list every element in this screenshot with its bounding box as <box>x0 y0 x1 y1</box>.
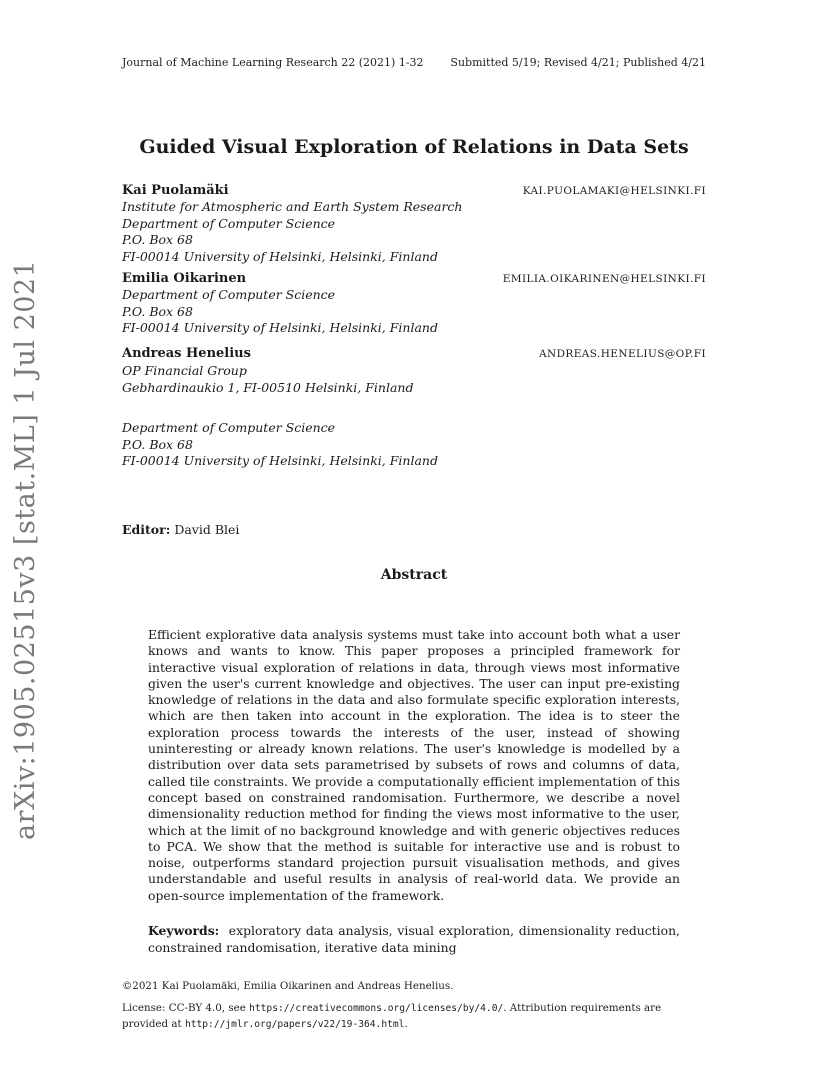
author-email: EMILIA.OIKARINEN@HELSINKI.FI <box>502 273 706 285</box>
keywords-label: Keywords: <box>148 923 220 938</box>
copyright-line: ©2021 Kai Puolamäki, Emilia Oikarinen and Andreas Henelius. <box>122 980 454 992</box>
author-affiliation: OP Financial Group Gebhardinaukio 1, FI-00510 Helsinki, Finland <box>122 363 414 395</box>
license-line: License: CC-BY 4.0, see https://creativecommons.org/licenses/by/4.0/. Attribution requirements are provided at http://jmlr.org/papers/v22/19-364.html. <box>122 1002 662 1030</box>
editor-line <box>122 522 239 537</box>
author-name: Andreas Henelius <box>122 346 251 361</box>
author-email: ANDREAS.HENELIUS@OP.FI <box>539 348 706 360</box>
editor-name: David Blei <box>174 522 240 537</box>
author-affiliation: Department of Computer Science P.O. Box 68 FI-00014 University of Helsinki, Helsinki, Finland <box>122 287 438 335</box>
arxiv-stamp: arXiv:1905.02515v3 [stat.ML] 1 Jul 2021 <box>10 259 41 840</box>
author-affiliation: Institute for Atmospheric and Earth System Research Department of Computer Science P.O. Box 68 FI-00014 University of Helsinki, Helsinki, Finland <box>122 199 463 264</box>
abstract-heading: Abstract <box>380 567 448 583</box>
editor-label: Editor: <box>122 522 171 537</box>
author-affiliation-secondary: Department of Computer Science P.O. Box 68 FI-00014 University of Helsinki, Helsinki, Finland <box>122 420 438 468</box>
submission-dates: Submitted 5/19; Revised 4/21; Published 4/21 <box>450 56 706 69</box>
author-email: KAI.PUOLAMAKI@HELSINKI.FI <box>522 185 706 197</box>
paper-link[interactable]: http://jmlr.org/papers/v22/19-364.html <box>184 1018 405 1030</box>
keywords <box>148 922 680 956</box>
license-link[interactable]: https://creativecommons.org/licenses/by/4.0/ <box>249 1003 504 1014</box>
journal-header: Journal of Machine Learning Research 22 (2021) 1-32 <box>122 56 424 69</box>
paper-title: Guided Visual Exploration of Relations in Data Sets <box>139 136 689 158</box>
author-name: Kai Puolamäki <box>122 183 229 198</box>
keywords-text: exploratory data analysis, visual exploration, dimensionality reduction, constrained randomisation, iterative data mining <box>148 923 680 955</box>
author-name: Emilia Oikarinen <box>122 271 247 286</box>
abstract-text: Efficient explorative data analysis systems must take into account both what a user knows and wants to know. This paper proposes a principled framework for interactive visual exploration of relations in data, through views most informative given the user's current knowledge and objectives. The user can input pre-existing knowledge of relations in the data and also formulate specific exploration interests, which are then taken into account in the exploration. The idea is to steer the exploration process towards the interests of the user, instead of showing uninteresting or already known relations. The user's knowledge is modelled by a distribution over data sets parametrised by subsets of rows and columns of data, called tile constraints. We provide a computationally efficient implementation of this concept based on constrained randomisation. Furthermore, we describe a novel dimensionality reduction method for finding the views most informative to the user, which at the limit of no background knowledge and with generic objectives reduces to PCA. We show that the method is suitable for interactive use and is robust to noise, outperforms standard projection pursuit visualisation methods, and gives understandable and useful results in analysis of real-world data. We provide an open-source implementation of the framework. <box>148 627 680 903</box>
